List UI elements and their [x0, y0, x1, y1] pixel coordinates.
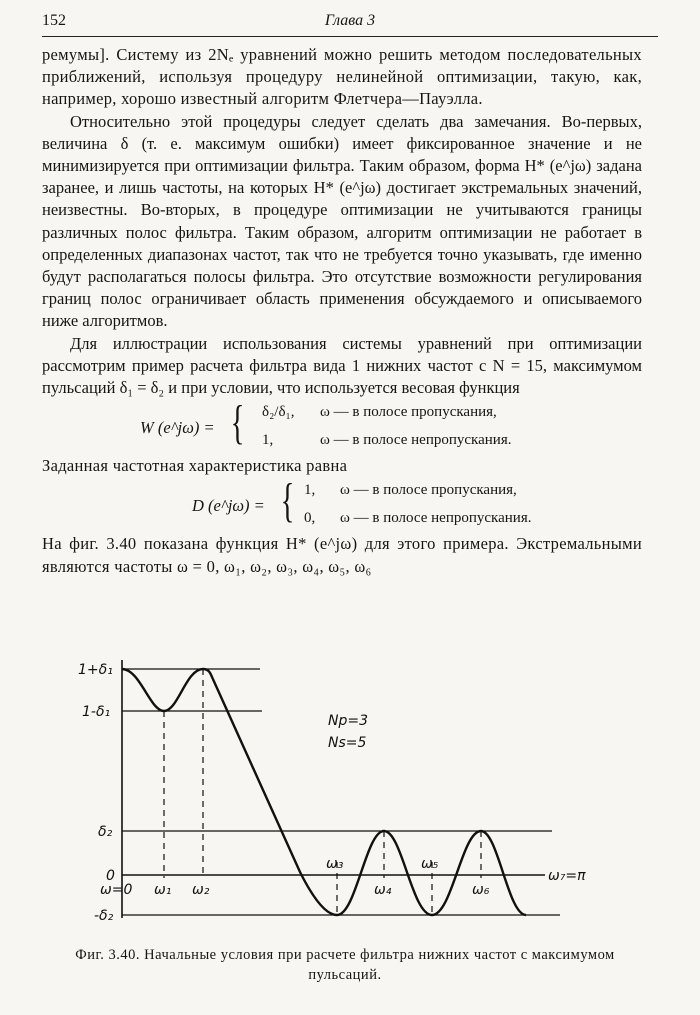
x-label-omega5: ω₅: [421, 856, 439, 872]
x-label-omega3: ω₃: [326, 856, 344, 872]
formula-response-row-1: 1, ω — в полосе пропускания,: [304, 482, 517, 499]
formula-weight-lhs: W (e^jω) =: [140, 418, 215, 438]
formula-response-row-2: 0, ω — в полосе непропускания.: [304, 510, 532, 527]
y-label-minus-delta2: -δ₂: [94, 908, 114, 924]
y-label-1-minus-delta1: 1-δ₁: [82, 704, 111, 720]
paragraph-1: ремумы]. Систему из 2Nₑ уравнений можно решить методом последовательных приближений, используя процедуру нелинейной оптимизации, такую, как, например, хорошо известный алгоритм Флетчера—Пауэлла.: [42, 45, 642, 109]
paragraph-3: Для иллюстрации использования системы уравнений при оптимизации рассмотрим пример расчета фильтра вида 1 нижних частот с N = 15, максимумом пульсаций δ₁ = δ₂ и при условии, что используется весовая функция: [42, 333, 642, 398]
page-header: [42, 8, 658, 37]
paragraph-5: На фиг. 3.40 показана функция H* (e^jω) для этого примера. Экстремальными являются частоты ω = 0, ω₁, ω₂, ω₃, ω₄, ω₅, ω₆: [42, 534, 642, 576]
x-label-omega2: ω₂: [192, 882, 210, 898]
x-label-omega1: ω₁: [154, 882, 172, 898]
x-label-omega4: ω₄: [374, 882, 392, 898]
label-ns: Ns=5: [328, 735, 367, 751]
chapter-title: Глава 3: [324, 12, 376, 29]
y-label-zero: 0: [106, 868, 115, 884]
paragraph-4: Заданная частотная характеристика равна: [42, 456, 348, 476]
x-label-omega7-pi: ω₇=π: [548, 868, 586, 884]
formula-weight-row-1: δ₂/δ₁, ω — в полосе пропускания,: [262, 404, 497, 421]
x-label-omega0: ω=0: [100, 882, 133, 898]
formula-response-lhs: D (e^jω) =: [192, 496, 265, 516]
response-curve: [122, 669, 526, 915]
formula-response: [42, 474, 642, 533]
figure-3-40: [40, 650, 660, 940]
figure-caption: Фиг. 3.40. Начальные условия при расчете фильтра нижних частот с максимумом пульсаций.: [75, 947, 615, 983]
formula-weight-row-2: 1, ω — в полосе непропускания.: [262, 432, 512, 449]
formula-response-brace: {: [280, 474, 295, 528]
paragraph-2: Относительно этой процедуры следует сделать два замечания. Во-первых, величина δ (т. е. максимум ошибки) имеет фиксированное значение и не минимизируется при оптимизации фильтра. Таким образом, форма H* (e^jω) задана заранее, и лишь частоты, на которых H* (e^jω) достигает экстремальных значений, неизвестны. Во-вторых, в процедуре оптимизации не учитываются границы различных полос фильтра. Таким образом, алгоритм оптимизации не работает в определенных диапазонах частот, так что не требуется точно указывать, где именно будут располагаться полосы фильтра. Это отсутствие возможности регулирования границ полос ограничивает область применения обсуждаемого и описываемого ниже алгоритмов.: [42, 111, 642, 331]
y-label-1-plus-delta1: 1+δ₁: [78, 662, 113, 678]
extremal-markers: [164, 669, 481, 915]
y-label-delta2: δ₂: [98, 824, 113, 840]
page-number: 152: [42, 12, 66, 29]
formula-weight-brace: {: [230, 396, 245, 450]
body-text: [42, 44, 642, 578]
x-label-omega6: ω₆: [472, 882, 490, 898]
formula-weight: [42, 396, 642, 455]
label-np: Np=3: [328, 713, 368, 729]
